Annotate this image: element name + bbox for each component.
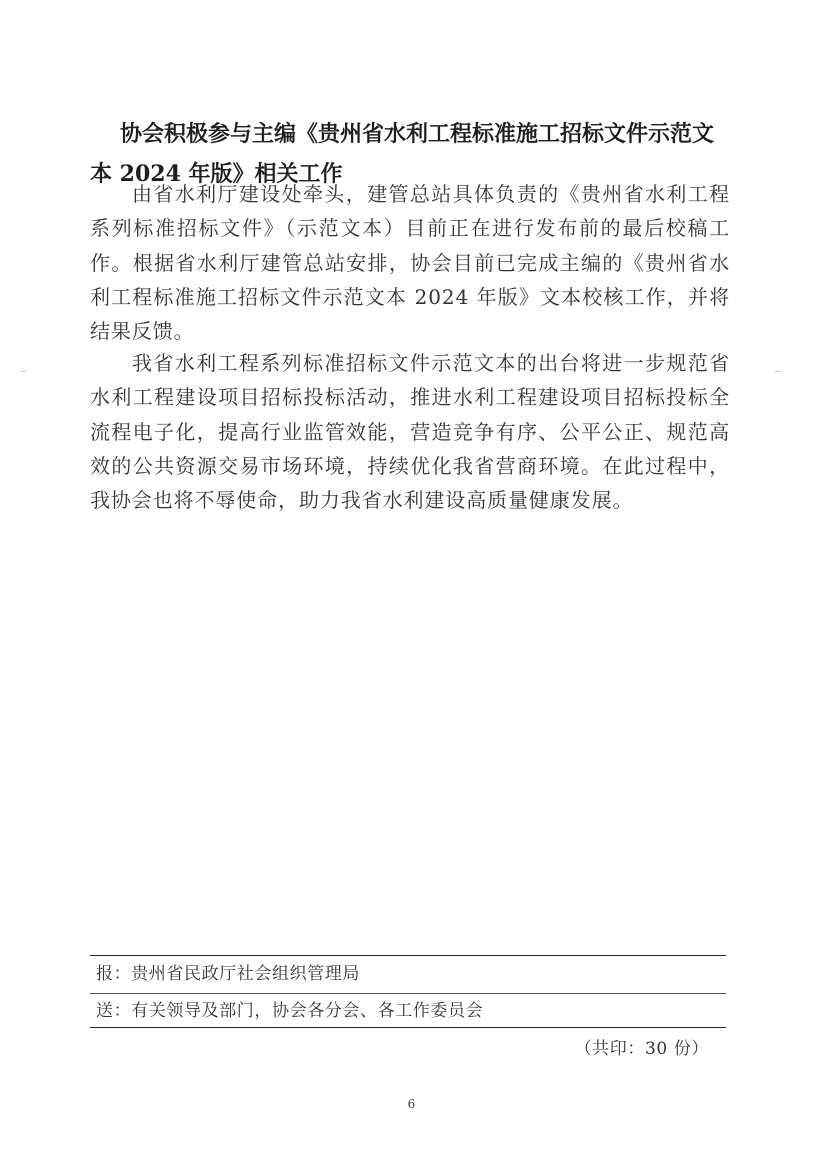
article-title: 协会积极参与主编《贵州省水利工程标准施工招标文件示范文本 2024 年版》相关工作 — [90, 121, 715, 187]
paragraph-1: 由省水利厅建设处牵头，建管总站具体负责的《贵州省水利工程系列标准招标文件》（示范文本）目前正在进行发布前的最后校稿工作。根据省水利厅建管总站安排，协会目前已完成主编的《贵州省水利工程标准施工招标文件示范文本 2024 年版》文本校核工作，并将结果反馈。 — [90, 182, 730, 344]
footer-rule-middle — [90, 993, 726, 994]
paragraph-2: 我省水利工程系列标准招标文件示范文本的出台将进一步规范省水利工程建设项目招标投标活动，推进水利工程建设项目招标投标全流程电子化，提高行业监管效能，营造竞争有序、公平公正、规范高效的公共资源交易市场环境，持续优化我省营商环境。在此过程中，我协会也将不辱使命，助力我省水利建设高质量健康发展。 — [90, 351, 730, 513]
scan-mark-left — [20, 371, 26, 372]
send-to-line: 送：有关领导及部门，协会各分会、各工作委员会 — [96, 1001, 484, 1021]
report-to-line: 报：贵州省民政厅社会组织管理局 — [96, 964, 360, 984]
scan-mark-right — [775, 371, 781, 372]
page-number: 6 — [407, 1097, 416, 1111]
print-copies: （共印：30 份） — [574, 1039, 709, 1059]
footer-rule-top — [90, 955, 726, 956]
footer-rule-bottom — [90, 1027, 726, 1028]
